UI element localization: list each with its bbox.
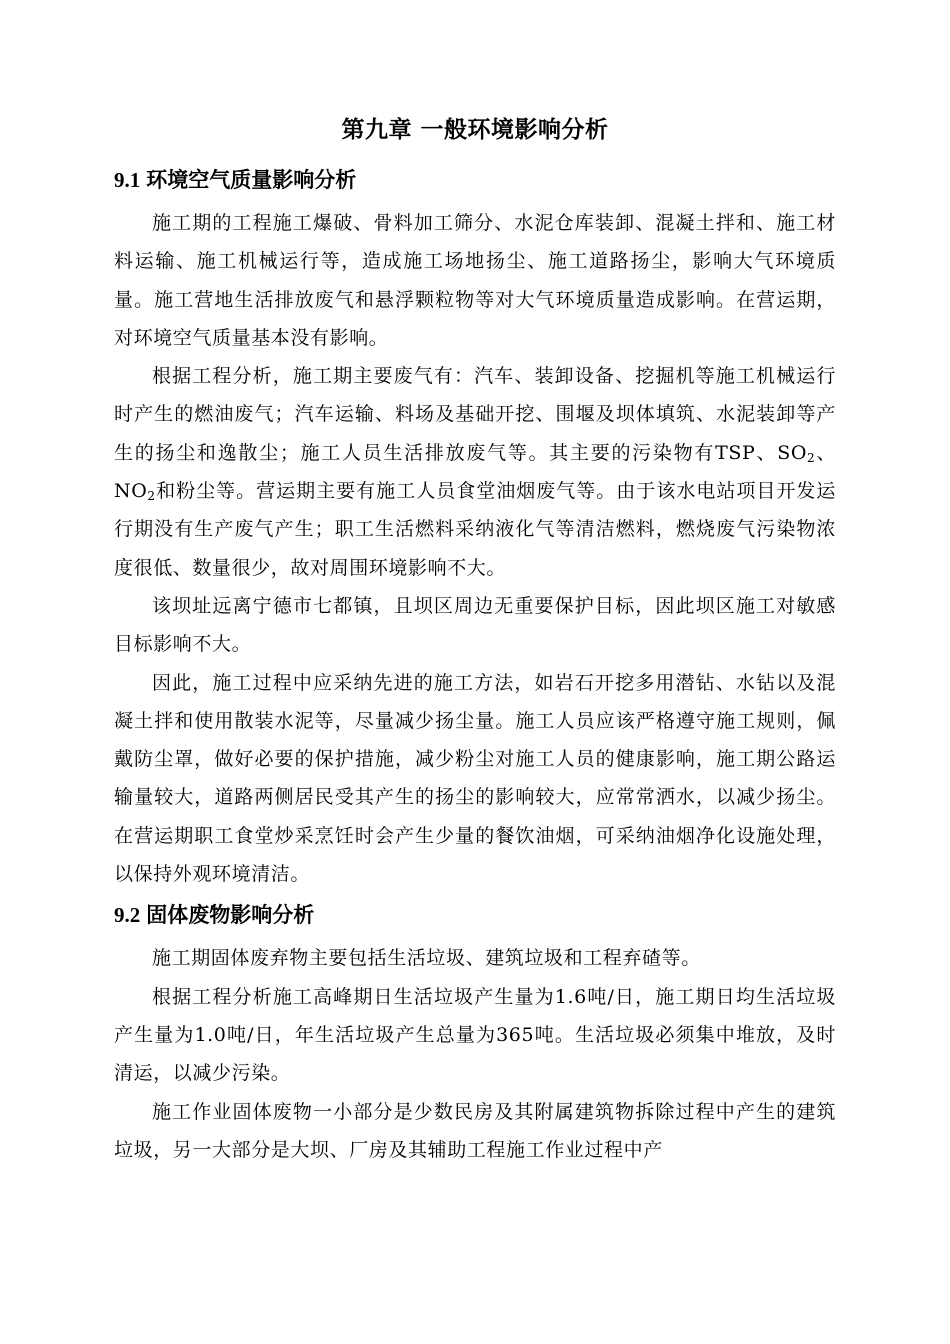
section-air-quality: [114, 162, 836, 893]
paragraph: 根据工程分析施工高峰期日生活垃圾产生量为1.6吨/日，施工期日均生活垃圾产生量为1.0吨/日，年生活垃圾产生总量为365吨。生活垃圾必须集中堆放，及时清运，以减少污染。: [114, 985, 836, 1085]
section-solid-waste: [114, 897, 836, 1169]
section-title: 环境空气质量影响分析: [146, 168, 357, 192]
text-run: 、NO: [114, 441, 836, 503]
text-run: 和粉尘等。营运期主要有施工人员食堂油烟废气等。由于该水电站项目开发运行期没有生产废气产生；职工生活燃料采纳液化气等清洁燃料，燃烧废气污染物浓度很低、数量很少，故对周围环境影响不大。: [114, 480, 836, 579]
text-run: 根据工程分析，施工期主要废气有：汽车、装卸设备、挖掘机等施工机械运行时产生的燃油废气；汽车运输、料场及基础开挖、围堰及坝体填筑、水泥装卸等产生的扬尘和逸散尘；施工人员生活排放废气等。其主要的污染物有TSP、SO: [114, 365, 836, 464]
paragraph: 施工期固体废弃物主要包括生活垃圾、建筑垃圾和工程弃碴等。: [152, 947, 701, 970]
paragraph-pollutants: [114, 357, 836, 587]
subscript: 2: [147, 489, 156, 504]
section-heading: [114, 162, 836, 198]
section-number: 9.2: [114, 903, 141, 928]
section-number: 9.1: [114, 168, 141, 192]
paragraph: 施工作业固体废物一小部分是少数民房及其附属建筑物拆除过程中产生的建筑垃圾，另一大部分是大坝、厂房及其辅助工程施工作业过程中产: [114, 1100, 836, 1161]
section-heading: [114, 897, 836, 933]
subscript: 2: [807, 450, 816, 465]
section-title: 固体废物影响分析: [146, 903, 315, 928]
paragraph: 因此，施工过程中应采纳先进的施工方法，如岩石开挖多用潜钻、水钻以及混凝土拌和使用散装水泥等，尽量减少扬尘量。施工人员应该严格遵守施工规则，佩戴防尘罩，做好必要的保护措施，减少粉尘对施工人员的健康影响，施工期公路运输量较大，道路两侧居民受其产生的扬尘的影响较大，应常常洒水，以减少扬尘。在营运期职工食堂炒采烹饪时会产生少量的餐饮油烟，可采纳油烟净化设施处理，以保持外观环境清洁。: [114, 671, 836, 886]
paragraph: 该坝址远离宁德市七都镇，且坝区周边无重要保护目标，因此坝区施工对敏感目标影响不大。: [114, 594, 836, 656]
chapter-title: 第九章 一般环境影响分析: [341, 117, 609, 143]
paragraph: 施工期的工程施工爆破、骨料加工筛分、水泥仓库装卸、混凝土拌和、施工材料运输、施工机械运行等，造成施工场地扬尘、施工道路扬尘，影响大气环境质量。施工营地生活排放废气和悬浮颗粒物等对大气环境质量造成影响。在营运期，对环境空气质量基本没有影响。: [114, 212, 836, 349]
